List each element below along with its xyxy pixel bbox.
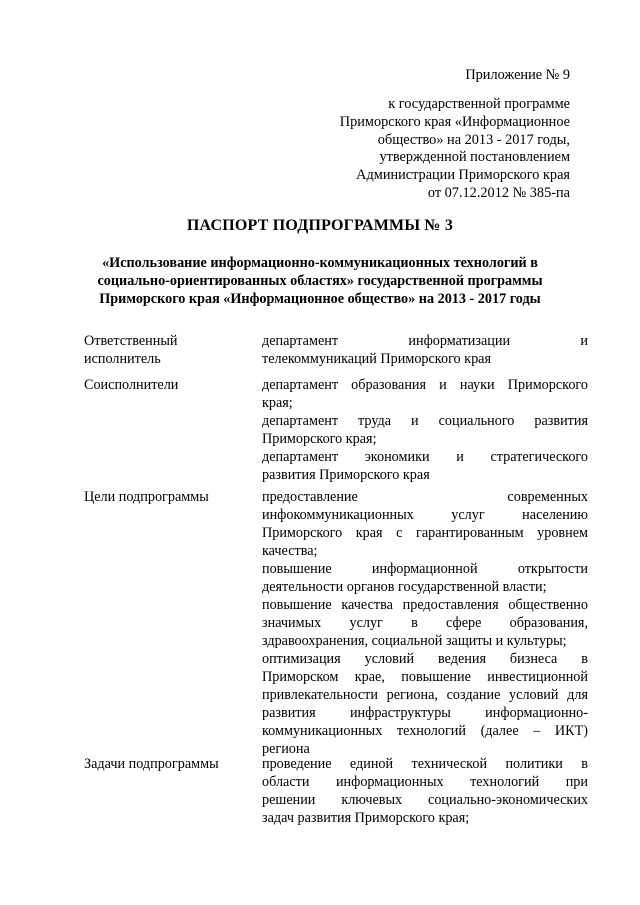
appendix-title: Приложение № 9	[465, 67, 570, 83]
row-value-line: решении ключевых социально-экономических	[262, 792, 588, 808]
row-value-line: проведение единой технической политики в	[262, 756, 588, 772]
appendix-line: общество» на 2013 - 2017 годы,	[377, 131, 570, 148]
row-value-line: края;	[262, 395, 293, 411]
row-value-line: качества;	[262, 543, 318, 559]
row-value-line: предоставление современных	[262, 489, 588, 505]
row-label-line: исполнитель	[84, 351, 161, 367]
row-label-line: Цели подпрограммы	[84, 489, 209, 505]
row-value-line: оптимизация условий ведения бизнеса в	[262, 651, 588, 667]
row-label	[84, 376, 254, 394]
row-value	[262, 755, 588, 827]
row-value-line: области информационных технологий при	[262, 774, 588, 790]
row-value-line: привлекательности региона, создание условий для	[262, 687, 588, 703]
appendix-line: к государственной программе	[388, 96, 570, 112]
row-value-line: значимых услуг в сфере образования,	[262, 615, 588, 631]
row-value-line: инфокоммуникационных услуг населению	[262, 507, 588, 523]
row-value-line: повышение качества предоставления общественно	[262, 597, 588, 613]
row-value	[262, 332, 588, 368]
row-label	[84, 755, 254, 773]
row-label	[84, 332, 254, 368]
row-label-line: Ответственный	[84, 333, 178, 349]
appendix-line: утвержденной постановлением	[379, 149, 570, 166]
row-value-line: Приморском крае, повышение инвестиционной	[262, 669, 588, 685]
row-value-line: повышение информационной открытости	[262, 561, 588, 577]
appendix-line: от 07.12.2012 № 385-па	[427, 184, 570, 201]
passport-title: ПАСПОРТ ПОДПРОГРАММЫ № 3	[186, 217, 454, 234]
row-value-line: департамент информатизации и	[262, 333, 588, 349]
row-value	[262, 376, 588, 484]
appendix-line: Приморского края «Информационное	[339, 113, 570, 130]
row-value-line: задач развития Приморского края;	[262, 810, 470, 826]
subprogram-name-line: социально-ориентированных областях» государственной программы	[97, 273, 543, 289]
row-value-line: Приморского края;	[262, 431, 377, 447]
row-value-line: коммуникационных технологий (далее – ИКТ)	[262, 723, 588, 739]
row-value-line: департамент труда и социального развития	[262, 413, 588, 429]
row-label-line: Задачи подпрограммы	[84, 756, 219, 772]
row-value	[262, 488, 588, 758]
row-value-line: здравоохранения, социальной защиты и культуры;	[262, 633, 567, 649]
row-value-line: развития инфраструктуры информационно-	[262, 705, 588, 721]
row-value-line: департамент образования и науки Приморского	[262, 377, 588, 393]
row-label-line: Соисполнители	[84, 377, 179, 393]
row-value-line: департамент экономики и стратегического	[262, 449, 588, 465]
row-label	[84, 488, 254, 506]
row-value-line: развития Приморского края	[262, 467, 430, 483]
row-value-line: телекоммуникаций Приморского края	[262, 351, 491, 367]
row-value-line: деятельности органов государственной власти;	[262, 579, 547, 595]
row-value-line: Приморского края с гарантированным уровнем	[262, 525, 588, 541]
subprogram-name	[40, 254, 600, 308]
row-value-line: региона	[262, 741, 310, 757]
subprogram-name-line: Приморского края «Информационное общество» на 2013 - 2017 годы	[99, 291, 541, 307]
appendix-line: Администрации Приморского края	[356, 167, 570, 184]
subprogram-name-line: «Использование информационно-коммуникационных технологий в	[102, 255, 538, 271]
appendix-reference	[300, 96, 570, 203]
